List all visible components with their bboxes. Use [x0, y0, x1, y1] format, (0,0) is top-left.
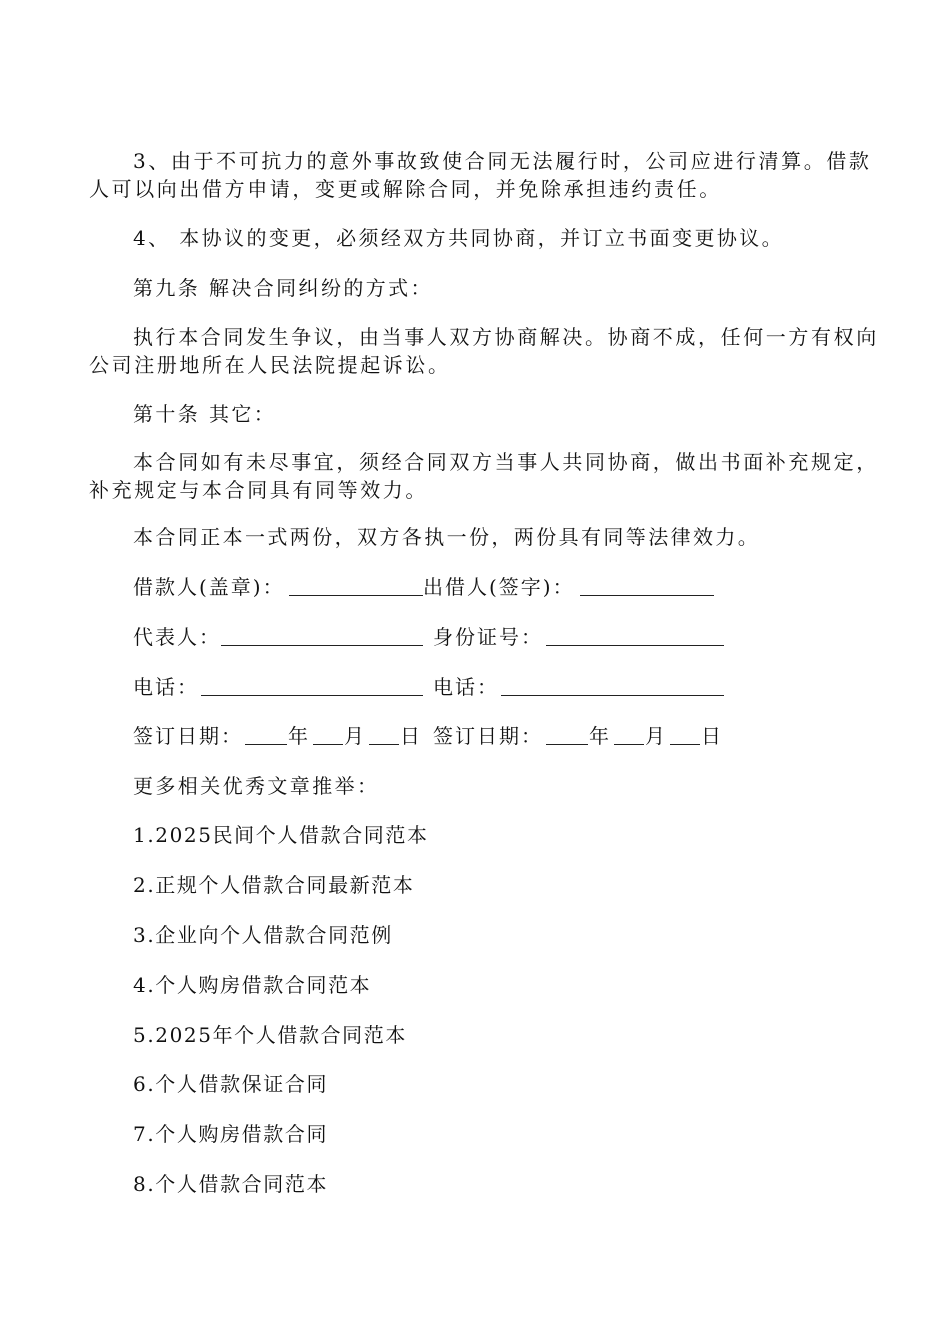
date-label-right: 签订日期： [433, 724, 543, 748]
year-label-right: 年 [589, 724, 611, 748]
lender-sign-blank[interactable] [580, 575, 714, 596]
day-blank-right[interactable] [670, 724, 700, 745]
related-heading: 更多相关优秀文章推举： [133, 774, 380, 798]
copies-statement: 本合同正本一式两份，双方各执一份，两份具有同等法律效力。 [133, 525, 761, 549]
phone-blank-right[interactable] [501, 675, 724, 696]
related-link[interactable]: 8.个人借款合同范本 [133, 1172, 329, 1196]
related-link[interactable]: 7.个人购房借款合同 [133, 1122, 329, 1146]
day-blank-left[interactable] [369, 724, 399, 745]
clause-4: 4、 本协议的变更，必须经双方共同协商，并订立书面变更协议。 [133, 226, 785, 250]
related-link[interactable]: 4.个人购房借款合同范本 [133, 973, 372, 997]
phone-label-left: 电话： [133, 675, 199, 699]
day-label-left: 日 [400, 724, 422, 748]
lender-label: 出借人(签字)： [423, 575, 575, 599]
month-blank-left[interactable] [313, 724, 343, 745]
related-link[interactable]: 5.2025年个人借款合同范本 [133, 1023, 407, 1047]
related-link[interactable]: 6.个人借款保证合同 [133, 1072, 329, 1096]
borrower-seal-blank[interactable] [289, 575, 423, 596]
article-9-title: 第九条 解决合同纠纷的方式： [133, 276, 433, 300]
id-number-label: 身份证号： [433, 625, 543, 649]
article-10-title: 第十条 其它： [133, 402, 277, 426]
related-link[interactable]: 1.2025民间个人借款合同范本 [133, 823, 429, 847]
phone-label-right: 电话： [433, 675, 499, 699]
related-link[interactable]: 2.正规个人借款合同最新范本 [133, 873, 415, 897]
related-link[interactable]: 3.企业向个人借款合同范例 [133, 923, 393, 947]
article-9-body: 执行本合同发生争议，由当事人双方协商解决。协商不成，任何一方有权向公司注册地所在人民法院提起诉讼。 [89, 325, 879, 377]
month-label-right: 月 [645, 724, 667, 748]
year-label-left: 年 [288, 724, 310, 748]
representative-blank[interactable] [221, 625, 423, 646]
representative-label: 代表人： [133, 625, 221, 649]
id-number-blank[interactable] [546, 625, 724, 646]
phone-blank-left[interactable] [201, 675, 423, 696]
article-10-body: 本合同如有未尽事宜，须经合同双方当事人共同协商，做出书面补充规定，补充规定与本合同具有同等效力。 [89, 450, 879, 502]
year-blank-left[interactable] [245, 724, 287, 745]
day-label-right: 日 [701, 724, 723, 748]
year-blank-right[interactable] [546, 724, 588, 745]
month-blank-right[interactable] [614, 724, 644, 745]
month-label-left: 月 [344, 724, 366, 748]
borrower-label: 借款人(盖章)： [133, 575, 285, 599]
clause-3: 3、由于不可抗力的意外事故致使合同无法履行时，公司应进行清算。借款人可以向出借方申请，变更或解除合同，并免除承担违约责任。 [89, 149, 872, 201]
date-label-left: 签订日期： [133, 724, 243, 748]
